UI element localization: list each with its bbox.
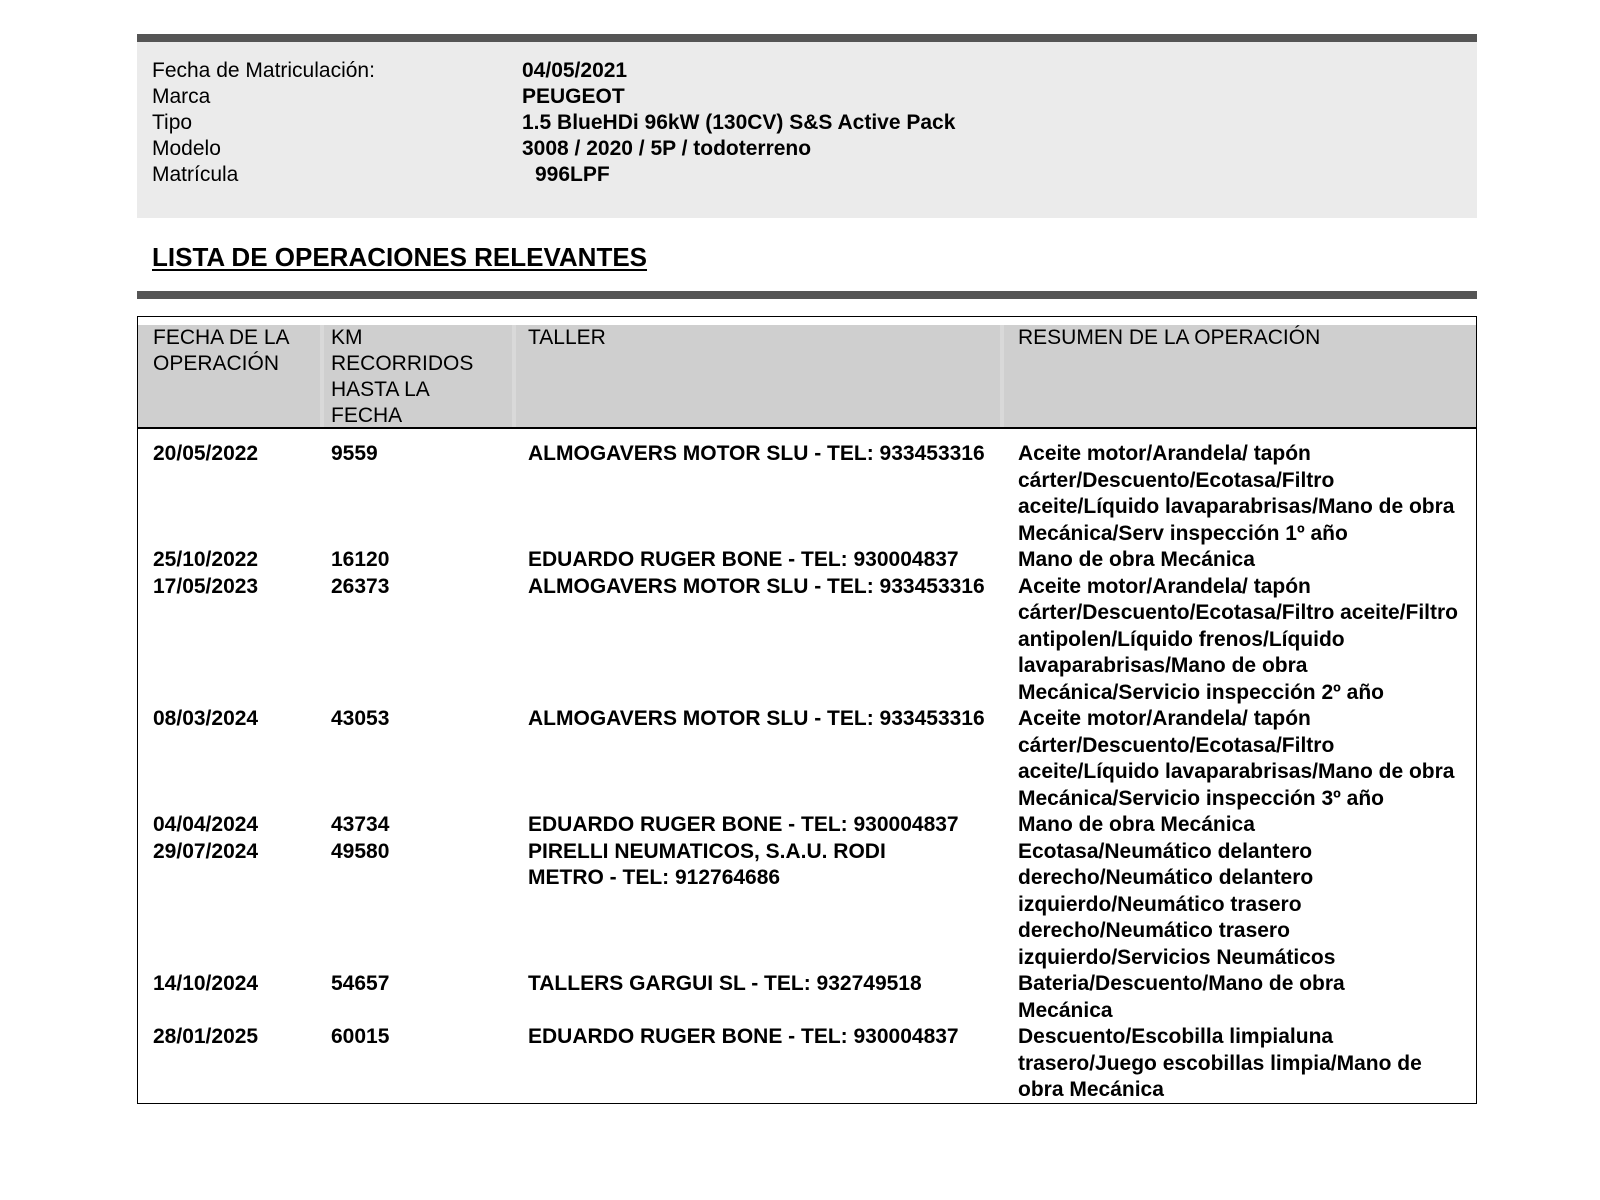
section-divider <box>137 291 1477 299</box>
operation-date: 08/03/2024 <box>153 707 259 730</box>
operation-km: 9559 <box>331 442 378 465</box>
operation-date: 28/01/2025 <box>153 1025 259 1048</box>
operation-summary: Aceite motor/Arandela/ tapón cárter/Descuento/Ecotasa/Filtro aceite/Líquido lavaparabrisas/Mano de obra Mecánica/Servicio inspección 3º año <box>1018 707 1455 810</box>
plate-value: 996LPF <box>535 163 610 186</box>
operation-date: 17/05/2023 <box>153 574 259 598</box>
operation-km: 43734 <box>331 813 390 836</box>
model-label: Modelo <box>152 137 221 160</box>
brand-value: PEUGEOT <box>522 85 625 108</box>
table-row <box>138 441 1476 547</box>
type-label: Tipo <box>152 111 193 134</box>
operation-shop: ALMOGAVERS MOTOR SLU - TEL: 933453316 <box>528 574 985 598</box>
column-divider <box>320 325 324 427</box>
operation-summary: Mano de obra Mecánica <box>1018 813 1255 836</box>
operation-shop: EDUARDO RUGER BONE - TEL: 930004837 <box>528 813 959 836</box>
registration-date-label: Fecha de Matriculación: <box>152 59 375 82</box>
operation-km: 49580 <box>331 839 390 863</box>
operation-km: 54657 <box>331 972 390 995</box>
operations-table-body <box>138 441 1476 1104</box>
section-title: LISTA DE OPERACIONES RELEVANTES <box>152 242 648 272</box>
operation-shop: ALMOGAVERS MOTOR SLU - TEL: 933453316 <box>528 442 985 465</box>
operation-date: 25/10/2022 <box>153 548 259 571</box>
operation-summary: Bateria/Descuento/Mano de obra Mecánica <box>1018 972 1345 1022</box>
operation-date: 04/04/2024 <box>153 813 259 836</box>
type-value: 1.5 BlueHDi 96kW (130CV) S&S Active Pack <box>522 111 956 134</box>
operations-table <box>137 316 1477 1104</box>
registration-date-value: 04/05/2021 <box>522 59 628 82</box>
column-divider <box>1000 325 1004 427</box>
operation-km: 16120 <box>331 548 390 571</box>
header-shop: TALLER <box>528 326 606 349</box>
table-row <box>138 971 1476 1024</box>
operation-shop: EDUARDO RUGER BONE - TEL: 930004837 <box>528 548 959 571</box>
operation-date: 29/07/2024 <box>153 839 259 863</box>
operation-shop: ALMOGAVERS MOTOR SLU - TEL: 933453316 <box>528 707 985 730</box>
operation-km: 26373 <box>331 574 390 598</box>
operation-summary: Mano de obra Mecánica <box>1018 548 1255 571</box>
operation-summary: Descuento/Escobilla limpialuna trasero/Juego escobillas limpia/Mano de obra Mecánica <box>1018 1025 1422 1101</box>
operation-summary: Aceite motor/Arandela/ tapón cárter/Descuento/Ecotasa/Filtro aceite/Filtro antipolen/Líquido frenos/Líquido lavaparabrisas/Mano de obra Mecánica/Servicio inspección 2º año <box>1018 574 1458 704</box>
operation-summary: Ecotasa/Neumático delantero derecho/Neumático delantero izquierdo/Neumático trasero derecho/Neumático trasero izquierdo/Servicios Neumáticos <box>1018 839 1336 969</box>
table-row <box>138 839 1476 972</box>
operation-shop: PIRELLI NEUMATICOS, S.A.U. RODI METRO - TEL: 912764686 <box>528 839 886 889</box>
operation-shop: TALLERS GARGUI SL - TEL: 932749518 <box>528 972 922 995</box>
header-km: KM RECORRIDOS HASTA LA FECHA <box>331 326 474 427</box>
brand-label: Marca <box>152 85 211 108</box>
header-date: FECHA DE LA OPERACIÓN <box>153 326 289 375</box>
column-divider <box>512 325 516 427</box>
operation-date: 14/10/2024 <box>153 972 259 995</box>
table-row <box>138 706 1476 812</box>
model-value: 3008 / 2020 / 5P / todoterreno <box>522 137 812 160</box>
table-row <box>138 1024 1476 1104</box>
table-row <box>138 812 1476 839</box>
operation-km: 60015 <box>331 1025 390 1048</box>
operation-date: 20/05/2022 <box>153 442 259 465</box>
table-row <box>138 547 1476 574</box>
operation-km: 43053 <box>331 707 390 730</box>
vehicle-info-panel <box>137 34 1477 218</box>
operation-summary: Aceite motor/Arandela/ tapón cárter/Descuento/Ecotasa/Filtro aceite/Líquido lavaparabrisas/Mano de obra Mecánica/Serv inspección 1º año <box>1018 442 1455 545</box>
header-summary: RESUMEN DE LA OPERACIÓN <box>1018 326 1321 349</box>
plate-label: Matrícula <box>152 163 239 186</box>
table-row <box>138 574 1476 707</box>
operations-table-header <box>138 325 1476 429</box>
operation-shop: EDUARDO RUGER BONE - TEL: 930004837 <box>528 1025 959 1048</box>
